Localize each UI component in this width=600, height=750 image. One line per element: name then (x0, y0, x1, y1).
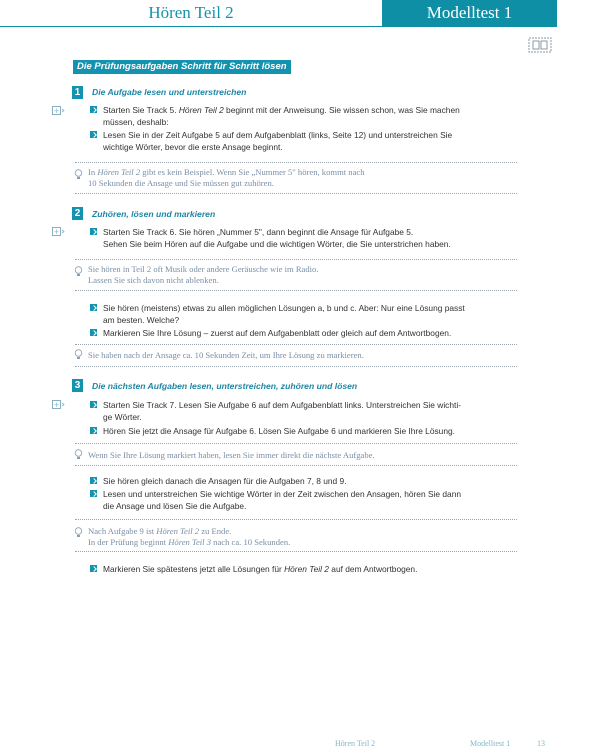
checkbox-bullet-icon (90, 329, 97, 336)
checkbox-bullet-icon (90, 401, 97, 408)
step-title-2: Zuhören, lösen und markieren (92, 209, 216, 219)
list-item: Lesen Sie in der Zeit Aufgabe 5 auf dem Aufgabenblatt (links, Seite 12) und unterstreichen Sie wichtige Wörter, bevor die erste Ansage beginnt. (90, 129, 530, 153)
checkbox-bullet-icon (90, 427, 97, 434)
divider (75, 465, 517, 466)
list-item: Starten Sie Track 6. Sie hören „Nummer 5", dann beginnt die Ansage für Aufgabe 5. Sehen Sie beim Hören auf die Aufgabe und die wichtigen Wörter, die Sie unterstrichen haben. (90, 226, 530, 250)
checkbox-bullet-icon (90, 131, 97, 138)
audio-track-icon (52, 227, 66, 236)
divider (75, 193, 517, 194)
list-item: Hören Sie jetzt die Ansage für Aufgabe 6. Lösen Sie Aufgabe 6 und markieren Sie Ihre Lösung. (90, 425, 530, 437)
divider (75, 443, 517, 444)
footer-test: Modelltest 1 (470, 739, 511, 748)
step-number-2: 2 (72, 207, 83, 220)
svg-text:+: + (53, 228, 60, 236)
header-section-bar (0, 0, 382, 27)
list-item: Markieren Sie spätestens jetzt alle Lösungen für Hören Teil 2 auf dem Antwortbogen. (90, 563, 530, 575)
tip-note: Sie haben nach der Ansage ca. 10 Sekunden Zeit, um Ihre Lösung zu markieren. (88, 350, 364, 360)
divider (75, 551, 517, 552)
header-test-bar (382, 0, 557, 27)
lightbulb-icon (74, 349, 83, 361)
lightbulb-icon (74, 169, 83, 181)
audio-track-icon (52, 106, 66, 115)
list-item: Markieren Sie Ihre Lösung – zuerst auf dem Aufgabenblatt oder gleich auf dem Antwortbogen. (90, 327, 530, 339)
tip-note: Nach Aufgabe 9 ist Hören Teil 2 zu Ende. In der Prüfung beginnt Hören Teil 3 nach ca. 10 Sekunden. (88, 526, 291, 547)
checkbox-bullet-icon (90, 304, 97, 311)
lightbulb-icon (74, 527, 83, 539)
list-item: Lesen und unterstreichen Sie wichtige Wörter in der Zeit zwischen den Ansagen, hören Sie dann die Ansage und lösen Sie die Aufgabe. (90, 488, 530, 512)
step-title-1: Die Aufgabe lesen und unterstreichen (92, 87, 247, 97)
list-item: Sie hören (meistens) etwas zu allen möglichen Lösungen a, b und c. Aber: Nur eine Lösung passt am besten. Welche? (90, 302, 530, 326)
tip-note: Wenn Sie Ihre Lösung markiert haben, lesen Sie immer direkt die nächste Aufgabe. (88, 450, 375, 460)
checkbox-bullet-icon (90, 565, 97, 572)
divider (75, 366, 517, 367)
checkbox-bullet-icon (90, 490, 97, 497)
divider (75, 519, 517, 520)
book-icon (528, 37, 552, 53)
list-item: Starten Sie Track 5. Hören Teil 2 beginnt mit der Anweisung. Sie wissen schon, was Sie machen müssen, deshalb: (90, 104, 530, 128)
step-number-3: 3 (72, 379, 83, 392)
tip-note: In Hören Teil 2 gibt es kein Beispiel. Wenn Sie „Nummer 5" hören, kommt nach 10 Sekunden die Ansage und Sie müssen gut zuhören. (88, 167, 365, 188)
lightbulb-icon (74, 449, 83, 461)
lightbulb-icon (74, 266, 83, 278)
footer-section: Hören Teil 2 (335, 739, 376, 748)
divider (75, 344, 517, 345)
svg-text:+: + (53, 107, 60, 115)
step-number-1: 1 (72, 86, 83, 99)
divider (75, 259, 517, 260)
divider (75, 290, 517, 291)
step-title-3: Die nächsten Aufgaben lesen, unterstreichen, zuhören und lösen (92, 381, 358, 391)
checkbox-bullet-icon (90, 228, 97, 235)
header-section-title: Hören Teil 2 (148, 3, 234, 22)
list-item: Sie hören gleich danach die Ansagen für die Aufgaben 7, 8 und 9. (90, 475, 530, 487)
page-number: 13 (537, 739, 545, 748)
checkbox-bullet-icon (90, 477, 97, 484)
list-item: Starten Sie Track 7. Lesen Sie Aufgabe 6 auf dem Aufgabenblatt links. Unterstreichen Sie wichti- ge Wörter. (90, 399, 530, 423)
section-banner: Die Prüfungsaufgaben Schritt für Schritt lösen (73, 60, 291, 74)
tip-note: Sie hören in Teil 2 oft Musik oder andere Geräusche wie im Radio. Lassen Sie sich davon nicht ablenken. (88, 264, 319, 285)
divider (75, 162, 517, 163)
checkbox-bullet-icon (90, 106, 97, 113)
audio-track-icon (52, 400, 66, 409)
svg-text:+: + (53, 401, 60, 409)
header-test-title: Modelltest 1 (426, 3, 513, 22)
page-header (0, 0, 600, 26)
